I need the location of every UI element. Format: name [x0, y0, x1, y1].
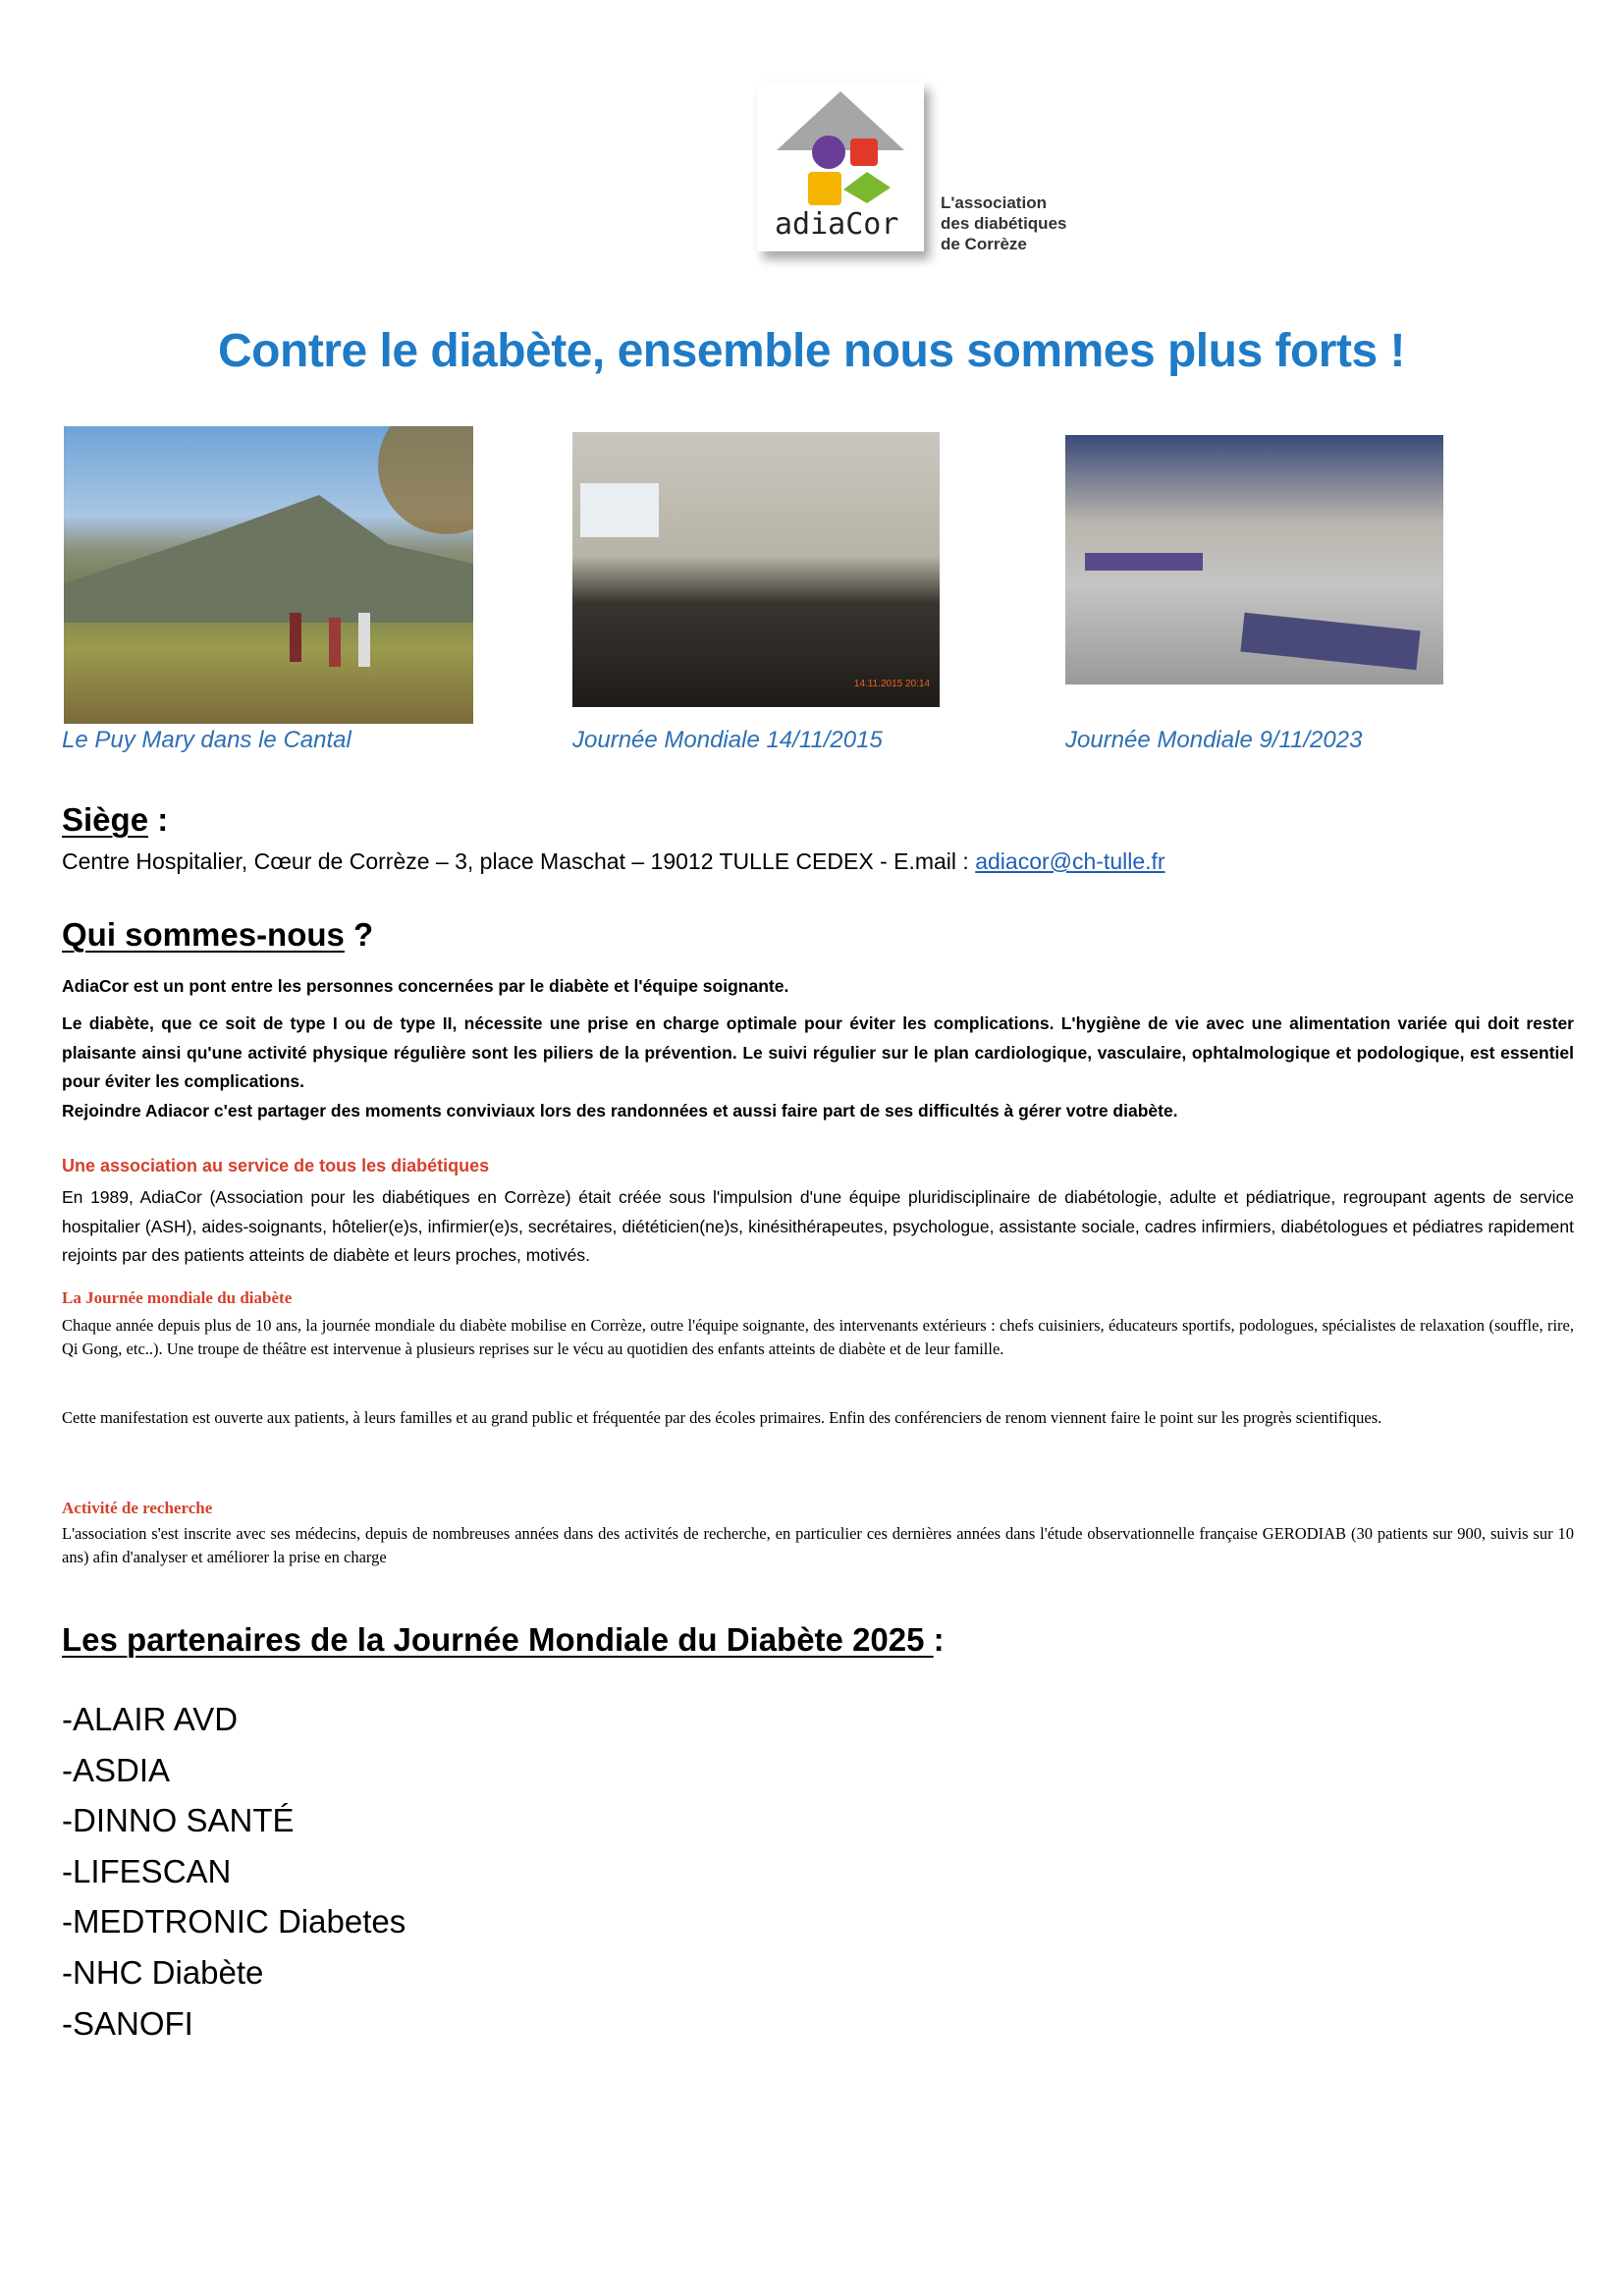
partenaires-heading: Les partenaires de la Journée Mondiale du Diabète 2025 :	[62, 1621, 945, 1658]
logo-tagline	[941, 192, 1066, 254]
partner-item: -ALAIR AVD	[62, 1701, 239, 1737]
photo-journee-2015	[572, 432, 940, 707]
tagline-line: de Corrèze	[941, 235, 1027, 253]
partner-item: -NHC Diabète	[62, 1953, 264, 1991]
qui-heading: Qui sommes-nous ?	[62, 916, 374, 953]
photo-caption: Journée Mondiale 9/11/2023	[1065, 727, 1363, 753]
yoga-mat	[1240, 613, 1420, 671]
journee-text: Chaque année depuis plus de 10 ans, la journée mondiale du diabète mobilise en Corrèze, outre l'équipe soignante, des intervenants extérieurs : chefs cuisiniers, éducateurs sportifs, podologues, spécialistes de relaxation (souffle, rire, Qi Gong, etc..). Une troupe de théâtre est intervenue à plusieurs reprises sur le vécu au quotidien des enfants atteints de diabète et de leur famille.	[62, 1316, 1574, 1358]
partner-item: -SANOFI	[62, 2004, 193, 2042]
partners-list	[62, 1694, 406, 2049]
qui-paragraph: Le diabète, que ce soit de type I ou de type II, nécessite une prise en charge optimale pour éviter les complications. L'hygiène de vie avec une alimentation variée qui doit rester plaisante ainsi qu'une activité physique régulière sont les piliers de la prévention. Le suivi régulier sur le plan cardiologique, vasculaire, ophtalmologique et podologique, est essentiel pour éviter les complications.	[62, 1013, 1574, 1091]
logo-name: adiaCor	[775, 207, 899, 242]
qui-intro: AdiaCor est un pont entre les personnes concernées par le diabète et l'équipe soignante.	[62, 976, 789, 996]
recherche-heading: Activité de recherche	[62, 1499, 213, 1517]
partner-item: -MEDTRONIC Diabetes	[62, 1903, 406, 1941]
yoga-mat	[1085, 553, 1203, 571]
email-link[interactable]: adiacor@ch-tulle.fr	[975, 848, 1165, 874]
tagline-line: L'association	[941, 193, 1047, 212]
photo-caption: Le Puy Mary dans le Cantal	[62, 727, 352, 753]
siege-address: Centre Hospitalier, Cœur de Corrèze – 3, place Maschat – 19012 TULLE CEDEX - E.mail : adiacor@ch-tulle.fr	[62, 848, 1165, 874]
photo-puy-mary	[64, 426, 473, 724]
partner-item: -ASDIA	[62, 1751, 171, 1788]
journee-text-2: Cette manifestation est ouverte aux patients, à leurs familles et au grand public et fréquentée par des écoles primaires. Enfin des conférenciers de renom viennent faire le point sur les progrès scientifiques.	[62, 1408, 1382, 1427]
photo-journee-2023	[1065, 435, 1443, 684]
partner-item: -LIFESCAN	[62, 1852, 232, 1889]
association-heading: Une association au service de tous les diabétiques	[62, 1156, 490, 1175]
mountain-illustration	[64, 426, 473, 724]
page-title: Contre le diabète, ensemble nous sommes plus forts !	[218, 325, 1405, 377]
photo-date-stamp: 14.11.2015 20:14	[853, 679, 930, 689]
projection-screen	[580, 483, 659, 537]
photo-caption: Journée Mondiale 14/11/2015	[572, 727, 883, 753]
tagline-line: des diabétiques	[941, 214, 1067, 233]
siege-heading: Siège :	[62, 801, 169, 838]
journee-heading: La Journée mondiale du diabète	[62, 1288, 293, 1307]
recherche-text: L'association s'est inscrite avec ses médecins, depuis de nombreuses années dans des activités de recherche, en particulier ces dernières années dans l'étude observationnelle française GERODIAB (30 patients sur 900, suivis sur 10 ans) afin d'analyser et améliorer la prise en charge	[62, 1524, 1574, 1566]
qui-join: Rejoindre Adiacor c'est partager des moments conviviaux lors des randonnées et aussi faire part de ses difficultés à gérer votre diabète.	[62, 1101, 1178, 1121]
association-text: En 1989, AdiaCor (Association pour les diabétiques en Corrèze) était créée sous l'impulsion d'une équipe pluridisciplinaire de diabétologie, adulte et pédiatrique, regroupant agents de service hospitalier (ASH), aides-soignants, hôtelier(e)s, infirmier(e)s, secrétaires, diététicien(ne)s, kinésithérapeutes, psychologue, assistante sociale, cadres infirmiers, diabétologues et pédiatres rapidement rejoints par des patients atteints de diabète et leurs proches, motivés.	[62, 1187, 1574, 1265]
adiacor-logo	[757, 82, 924, 251]
partner-item: -DINNO SANTÉ	[62, 1802, 295, 1839]
